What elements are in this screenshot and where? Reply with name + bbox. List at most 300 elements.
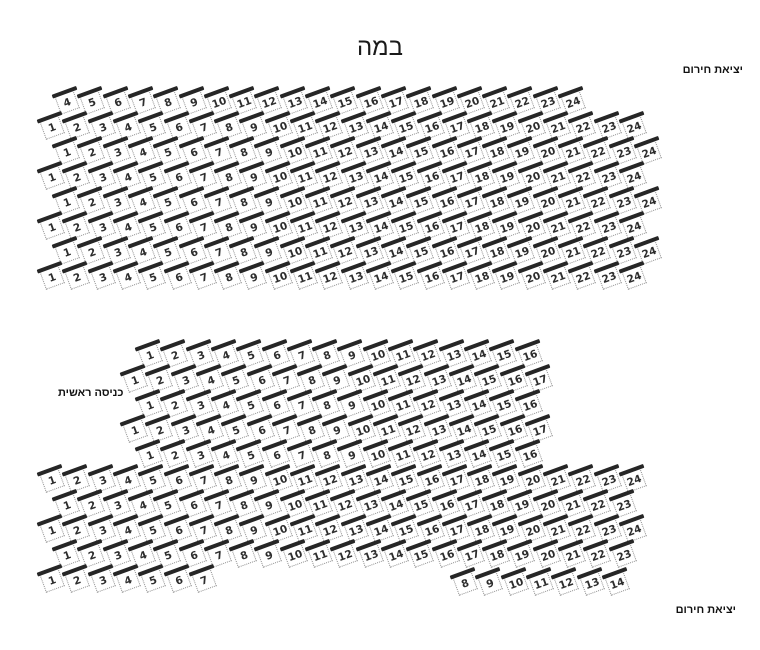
seat-number: 18 [473,522,492,540]
seat-bottom-r3-15[interactable] [393,517,419,543]
seat-number: 4 [220,399,232,413]
seat-bottom-r1-10[interactable] [267,467,293,493]
seat-number: 17 [448,119,467,137]
seat-number: 14 [372,119,391,137]
seat-number: 7 [296,349,308,363]
seat-number: 19 [513,547,532,565]
seat-bottom-r4-23[interactable] [611,542,637,568]
seat-number: 14 [387,497,406,515]
seat-number: 23 [600,522,618,540]
seat-number: 12 [336,194,355,212]
stage-title: במה [356,34,404,61]
seat-number: 16 [437,144,456,162]
seat-number: 11 [311,244,330,262]
seat-number: 8 [163,96,175,110]
seat-number: 1 [46,474,58,488]
seat-number: 24 [640,244,659,262]
seat-bottom-r6-11[interactable] [528,570,554,596]
seat-number: 3 [195,449,207,463]
seat-bottom-r4-9[interactable] [257,542,283,568]
seat-number: 8 [321,449,333,463]
seat-number: 21 [564,547,583,565]
seat-bottom-r5-7[interactable] [191,567,217,593]
seat-number: 5 [246,449,258,463]
seat-number: 19 [437,94,456,112]
seat-bottom-r4-13[interactable] [358,542,384,568]
seat-number: 24 [625,169,644,187]
seat-bottom-r1-22[interactable] [570,467,596,493]
seat-number: 7 [213,549,225,563]
seat-number: 20 [524,472,542,490]
seat-number: 11 [394,447,413,465]
seat-bottom-r1-19[interactable] [495,467,521,493]
seat-number: 4 [122,524,134,538]
seat-number: 13 [582,575,601,593]
seat-number: 8 [459,577,471,591]
seat-bottom-r3-1[interactable] [39,517,65,543]
seat-number: 6 [173,524,185,538]
seat-number: 8 [223,121,235,135]
seat-number: 2 [87,146,99,160]
seat-number: 18 [488,497,507,515]
seat-bottom-r1-9[interactable] [242,467,268,493]
seat-bottom-r1-3[interactable] [90,467,116,493]
seat-bottom-r1-8[interactable] [216,467,242,493]
seat-bottom-r3-19[interactable] [495,517,521,543]
seat-bottom-r6-8[interactable] [452,570,478,596]
seat-bottom-r4-18[interactable] [484,542,510,568]
seat-bottom-r1-13[interactable] [343,467,369,493]
seat-number: 3 [97,271,109,285]
seat-bottom-r3-6[interactable] [166,517,192,543]
seat-number: 13 [362,194,380,212]
seat-number: 4 [137,549,149,563]
seat-number: 7 [198,271,210,285]
seat-number: 14 [387,547,406,565]
seat-number: 9 [264,246,276,260]
seat-number: 2 [72,574,84,588]
seat-number: 8 [223,171,235,185]
seat-number: 15 [495,397,514,415]
seat-number: 16 [437,194,456,212]
seat-number: 6 [112,96,124,110]
seat-number: 15 [412,244,431,262]
seat-number: 1 [46,221,58,235]
seat-bottom-r3-11[interactable] [292,517,318,543]
seat-number: 10 [286,244,304,262]
seat-number: 5 [163,499,175,513]
seat-number: 16 [505,372,524,390]
seat-bottom-r6-12[interactable] [553,570,579,596]
seat-number: 16 [362,94,380,112]
seat-number: 18 [488,547,507,565]
seat-number: 20 [524,119,542,137]
seat-number: 9 [249,171,261,185]
seat-bottom-r3-13[interactable] [343,517,369,543]
seat-bottom-r3-23[interactable] [596,517,622,543]
seat-number: 7 [213,499,225,513]
seat-number: 11 [296,522,315,540]
seat-number: 17 [448,522,467,540]
seat-number: 10 [507,575,525,593]
seat-number: 21 [564,244,583,262]
seat-number: 1 [129,374,141,388]
seat-bottom-r1-21[interactable] [545,467,571,493]
seat-number: 1 [46,524,58,538]
seat-number: 15 [412,194,431,212]
seat-number: 10 [210,94,229,112]
seat-number: 18 [412,94,431,112]
seat-number: 14 [372,169,391,187]
seat-bottom-r6-10[interactable] [503,570,529,596]
seat-number: 2 [72,121,84,135]
seat-number: 17 [531,422,550,440]
seat-bottom-r3-21[interactable] [545,517,571,543]
seat-number: 9 [332,374,344,388]
seat-number: 17 [448,219,467,237]
seat-bottom-r1-16[interactable] [419,467,445,493]
seat-number: 19 [513,244,532,262]
seat-number: 12 [336,497,355,515]
seat-bottom-r5-4[interactable] [115,567,141,593]
seat-bottom-r1-24[interactable] [621,467,647,493]
seat-number: 15 [397,219,416,237]
seat-number: 17 [531,372,550,390]
seat-number: 12 [404,422,423,440]
seat-bottom-r1-23[interactable] [596,467,622,493]
seat-number: 2 [87,246,99,260]
seat-number: 2 [170,349,182,363]
seat-number: 17 [463,497,482,515]
seat-number: 9 [264,549,276,563]
seat-number: 8 [223,271,235,285]
seat-number: 11 [235,94,254,112]
seat-bottom-r3-5[interactable] [140,517,166,543]
seat-bottom-r6-14[interactable] [604,570,630,596]
seat-number: 12 [321,169,340,187]
seat-number: 15 [397,522,416,540]
seat-number: 14 [455,422,474,440]
seat-number: 10 [271,119,289,137]
seat-bottom-r4-8[interactable] [231,542,257,568]
seat-number: 9 [249,221,261,235]
seat-number: 6 [188,146,200,160]
seat-number: 15 [480,372,499,390]
seat-number: 12 [419,347,438,365]
seat-number: 11 [379,422,398,440]
seat-number: 4 [122,221,134,235]
seat-number: 6 [173,574,185,588]
seat-number: 20 [539,244,557,262]
seat-number: 16 [422,219,441,237]
seat-bottom-r1-20[interactable] [520,467,546,493]
seat-number: 7 [198,574,210,588]
seat-number: 6 [188,499,200,513]
seat-number: 10 [286,497,304,515]
seat-number: 4 [122,171,134,185]
seat-number: 23 [615,497,633,515]
seat-number: 19 [513,144,532,162]
seat-number: 4 [137,499,149,513]
seat-number: 5 [163,146,175,160]
seat-bottom-r1-2[interactable] [64,467,90,493]
seat-number: 5 [231,374,243,388]
seat-number: 6 [256,374,268,388]
seat-number: 11 [394,397,413,415]
seat-bottom-r1-7[interactable] [191,467,217,493]
seat-number: 17 [448,169,467,187]
seat-number: 15 [412,144,431,162]
seat-number: 16 [520,347,539,365]
seat-bottom-r3-20[interactable] [520,517,546,543]
seat-number: 18 [488,144,507,162]
seat-number: 15 [397,269,416,287]
seat-number: 4 [122,474,134,488]
seat-bottom-r3-8[interactable] [216,517,242,543]
seat-bottom-r3-17[interactable] [444,517,470,543]
seat-number: 10 [271,169,289,187]
seat-number: 11 [379,372,398,390]
seat-number: 3 [97,221,109,235]
seat-number: 20 [539,497,557,515]
seat-number: 7 [198,171,210,185]
seat-bottom-r3-14[interactable] [368,517,394,543]
emergency-exit-label-top: יציאת חירום [682,64,743,76]
seat-number: 21 [549,219,568,237]
seat-number: 9 [347,399,359,413]
seat-bottom-r1-5[interactable] [140,467,166,493]
seat-number: 13 [347,472,365,490]
seat-bottom-r3-4[interactable] [115,517,141,543]
seat-bottom-r3-16[interactable] [419,517,445,543]
seat-number: 7 [137,96,149,110]
seat-number: 10 [271,522,289,540]
seat-number: 14 [372,472,391,490]
seat-number: 10 [271,219,289,237]
seat-number: 20 [539,144,557,162]
seat-number: 1 [46,171,58,185]
seat-number: 13 [445,347,463,365]
seat-number: 2 [87,549,99,563]
seat-number: 16 [422,472,441,490]
seat-number: 22 [513,94,532,112]
seat-number: 15 [397,169,416,187]
seat-number: 7 [198,474,210,488]
seat-number: 4 [205,374,217,388]
seat-number: 24 [625,522,644,540]
seat-bottom-r4-16[interactable] [434,542,460,568]
seat-number: 2 [72,474,84,488]
seat-bottom-r1-4[interactable] [115,467,141,493]
seat-bottom-r1-15[interactable] [393,467,419,493]
seat-number: 4 [137,196,149,210]
seat-number: 6 [173,271,185,285]
seat-bottom-r4-20[interactable] [535,542,561,568]
seat-number: 21 [549,169,568,187]
seat-number: 6 [188,246,200,260]
seat-bottom-r1-18[interactable] [469,467,495,493]
seat-number: 11 [296,169,315,187]
seat-number: 4 [61,96,73,110]
seat-number: 17 [463,244,482,262]
seat-number: 3 [195,399,207,413]
seat-number: 3 [112,246,124,260]
seat-bottom-r6-13[interactable] [579,570,605,596]
seat-bottom-r4-14[interactable] [383,542,409,568]
seat-bottom-r3-7[interactable] [191,517,217,543]
seat-number: 3 [195,349,207,363]
seat-number: 18 [473,169,492,187]
seat-number: 12 [321,219,340,237]
seat-number: 9 [188,96,200,110]
seat-bottom-r3-18[interactable] [469,517,495,543]
seat-number: 19 [498,269,517,287]
seat-number: 22 [589,497,608,515]
seat-number: 10 [286,194,304,212]
seat-number: 13 [430,372,448,390]
seat-number: 16 [505,422,524,440]
seat-bottom-r3-24[interactable] [621,517,647,543]
emergency-exit-label-bottom: יציאת חירום [675,604,736,616]
seat-bottom-r5-1[interactable] [39,567,65,593]
seat-bottom-r3-12[interactable] [317,517,343,543]
seat-number: 9 [249,121,261,135]
seat-number: 13 [286,94,304,112]
seat-number: 2 [72,221,84,235]
seat-bottom-r5-6[interactable] [166,567,192,593]
seat-number: 21 [564,497,583,515]
seat-number: 20 [524,169,542,187]
seat-number: 15 [480,422,499,440]
seat-number: 6 [173,171,185,185]
seat-bottom-r4-22[interactable] [585,542,611,568]
seat-bottom-r3-10[interactable] [267,517,293,543]
seat-bottom-r3-2[interactable] [64,517,90,543]
seat-number: 22 [574,219,593,237]
seat-number: 15 [495,447,514,465]
seat-number: 12 [321,269,340,287]
seat-number: 9 [332,424,344,438]
seat-number: 12 [419,447,438,465]
seat-bottom-r5-2[interactable] [64,567,90,593]
seat-number: 16 [422,119,441,137]
seat-bottom-r1-14[interactable] [368,467,394,493]
seat-number: 9 [347,349,359,363]
seat-number: 4 [122,574,134,588]
seat-number: 5 [148,474,160,488]
seat-number: 11 [296,119,315,137]
seat-number: 9 [249,474,261,488]
seat-number: 17 [448,472,467,490]
seat-number: 24 [640,194,659,212]
seat-number: 8 [306,374,318,388]
seat-number: 19 [498,169,517,187]
seat-bottom-r4-19[interactable] [510,542,536,568]
seat-number: 11 [532,575,551,593]
seat-number: 1 [61,549,73,563]
seat-number: 6 [188,549,200,563]
seat-bottom-r4-12[interactable] [332,542,358,568]
seat-number: 5 [148,171,160,185]
seat-number: 21 [564,144,583,162]
seat-number: 3 [112,196,124,210]
seat-bottom-r3-3[interactable] [90,517,116,543]
seat-number: 5 [163,196,175,210]
seat-number: 7 [213,196,225,210]
seat-number: 18 [473,472,492,490]
seat-number: 7 [281,424,293,438]
seat-bottom-r4-15[interactable] [408,542,434,568]
seat-number: 23 [600,472,618,490]
seat-number: 11 [296,219,315,237]
seat-number: 18 [473,269,492,287]
seat-number: 15 [397,472,416,490]
seat-number: 11 [394,347,413,365]
seat-number: 9 [485,577,497,591]
seat-number: 22 [574,169,593,187]
seat-number: 2 [155,424,167,438]
seat-number: 18 [488,194,507,212]
seat-number: 12 [321,119,340,137]
seat-number: 12 [321,522,340,540]
seat-bottom-r4-11[interactable] [307,542,333,568]
seat-number: 12 [557,575,576,593]
seat-number: 10 [369,397,387,415]
seat-bottom-r5-5[interactable] [140,567,166,593]
seat-number: 4 [122,121,134,135]
seat-number: 8 [223,474,235,488]
seat-bottom-r1-6[interactable] [166,467,192,493]
seat-number: 13 [347,169,365,187]
seat-bottom-r4-10[interactable] [282,542,308,568]
seat-bottom-r1-17[interactable] [444,467,470,493]
seat-number: 2 [170,449,182,463]
seat-bottom-r4-21[interactable] [560,542,586,568]
seat-number: 13 [347,269,365,287]
seat-bottom-r3-9[interactable] [242,517,268,543]
seat-bottom-r6-9[interactable] [477,570,503,596]
seat-bottom-r1-11[interactable] [292,467,318,493]
seat-number: 12 [336,244,355,262]
seat-number: 16 [422,169,441,187]
seat-number: 3 [97,574,109,588]
seat-bottom-r3-22[interactable] [570,517,596,543]
seat-number: 10 [369,347,387,365]
seat-bottom-r1-12[interactable] [317,467,343,493]
seat-number: 8 [238,146,250,160]
seat-number: 16 [422,269,441,287]
seat-number: 8 [238,549,250,563]
seat-bottom-r4-17[interactable] [459,542,485,568]
seat-number: 4 [220,449,232,463]
seat-number: 12 [321,472,340,490]
seat-bottom-r5-3[interactable] [90,567,116,593]
seat-number: 22 [574,472,593,490]
seat-bottom-r1-1[interactable] [39,467,65,493]
seat-number: 3 [180,424,192,438]
seat-number: 16 [520,447,539,465]
seat-number: 11 [296,269,315,287]
seat-number: 16 [437,244,456,262]
seat-number: 4 [220,349,232,363]
seat-number: 18 [473,219,492,237]
seat-number: 10 [354,422,372,440]
seat-number: 14 [455,372,474,390]
seat-number: 17 [463,194,482,212]
seat-number: 16 [520,397,539,415]
seat-number: 18 [473,119,492,137]
seat-number: 15 [412,497,431,515]
